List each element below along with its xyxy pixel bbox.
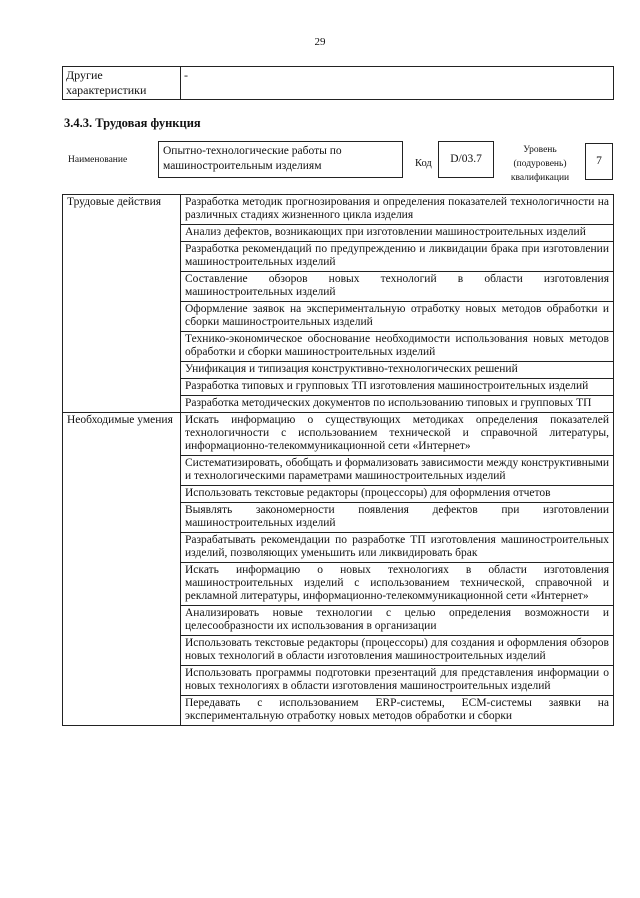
table-row	[63, 195, 614, 225]
labor-function-table	[62, 194, 614, 726]
other-characteristics-table	[62, 66, 614, 100]
item-cell: Унификация и типизация конструктивно-технологических решений	[181, 362, 614, 379]
qualification-level-value: 7	[585, 143, 613, 180]
other-characteristics-label: Другие характеристики	[63, 67, 181, 100]
item-cell: Анализировать новые технологии с целью определения возможности и целесообразности их использования в организации	[181, 606, 614, 636]
item-cell: Анализ дефектов, возникающих при изготовлении машиностроительных изделий	[181, 225, 614, 242]
item-cell: Искать информацию о новых технологиях в области изготовления машиностроительных изделий с использованием технической, справочной и рекламной литературы, информационно-телекоммуникационной сети «Интернет»	[181, 563, 614, 606]
item-cell: Систематизировать, обобщать и формализовать зависимости между конструктивными и технологическими параметрами машиностроительных изделий	[181, 456, 614, 486]
table-row	[63, 67, 614, 100]
item-cell: Разработка методических документов по использованию типовых и групповых ТП	[181, 396, 614, 413]
item-cell: Выявлять закономерности появления дефектов при изготовлении машиностроительных изделий	[181, 503, 614, 533]
other-characteristics-value: -	[181, 67, 614, 100]
table-row	[63, 413, 614, 456]
section-heading: 3.4.3. Трудовая функция	[64, 116, 201, 130]
item-cell: Искать информацию о существующих методиках определения показателей технологичности с использованием технической и справочной литературы, информационно-телекоммуникационной сети «Интернет»	[181, 413, 614, 456]
item-cell: Разрабатывать рекомендации по разработке ТП изготовления машиностроительных изделий, позволяющих уменьшить или ликвидировать брак	[181, 533, 614, 563]
item-cell: Разработка методик прогнозирования и определения показателей технологичности на различных стадиях жизненного цикла изделия	[181, 195, 614, 225]
category-cell: Необходимые умения	[63, 413, 181, 726]
function-name-value: Опытно-технологические работы по машиностроительным изделиям	[158, 141, 403, 178]
item-cell: Использовать текстовые редакторы (процессоры) для оформления отчетов	[181, 486, 614, 503]
item-cell: Разработка типовых и групповых ТП изготовления машиностроительных изделий	[181, 379, 614, 396]
function-code-label: Код	[415, 158, 432, 169]
item-cell: Передавать с использованием ERP-системы, ECM-системы заявки на экспериментальную отработку новых методов обработки и сборки	[181, 696, 614, 726]
item-cell: Разработка рекомендаций по предупреждению и ликвидации брака при изготовлении машиностроительных изделий	[181, 242, 614, 272]
function-name-label: Наименование	[68, 155, 128, 165]
item-cell: Использовать текстовые редакторы (процессоры) для создания и оформления обзоров новых технологий в области изготовления машиностроительных изделий	[181, 636, 614, 666]
page-number: 29	[314, 36, 326, 48]
function-code-value: D/03.7	[438, 141, 494, 178]
item-cell: Использовать программы подготовки презентаций для представления информации о новых технологиях в области изготовления машиностроительных изделий	[181, 666, 614, 696]
qualification-level-label: Уровень (подуровень) квалификации	[510, 145, 570, 183]
item-cell: Технико-экономическое обоснование необходимости использования новых методов обработки и сборки машиностроительных изделий	[181, 332, 614, 362]
category-cell: Трудовые действия	[63, 195, 181, 413]
item-cell: Оформление заявок на экспериментальную отработку новых методов обработки и сборки машиностроительных изделий	[181, 302, 614, 332]
item-cell: Составление обзоров новых технологий в области изготовления машиностроительных изделий	[181, 272, 614, 302]
